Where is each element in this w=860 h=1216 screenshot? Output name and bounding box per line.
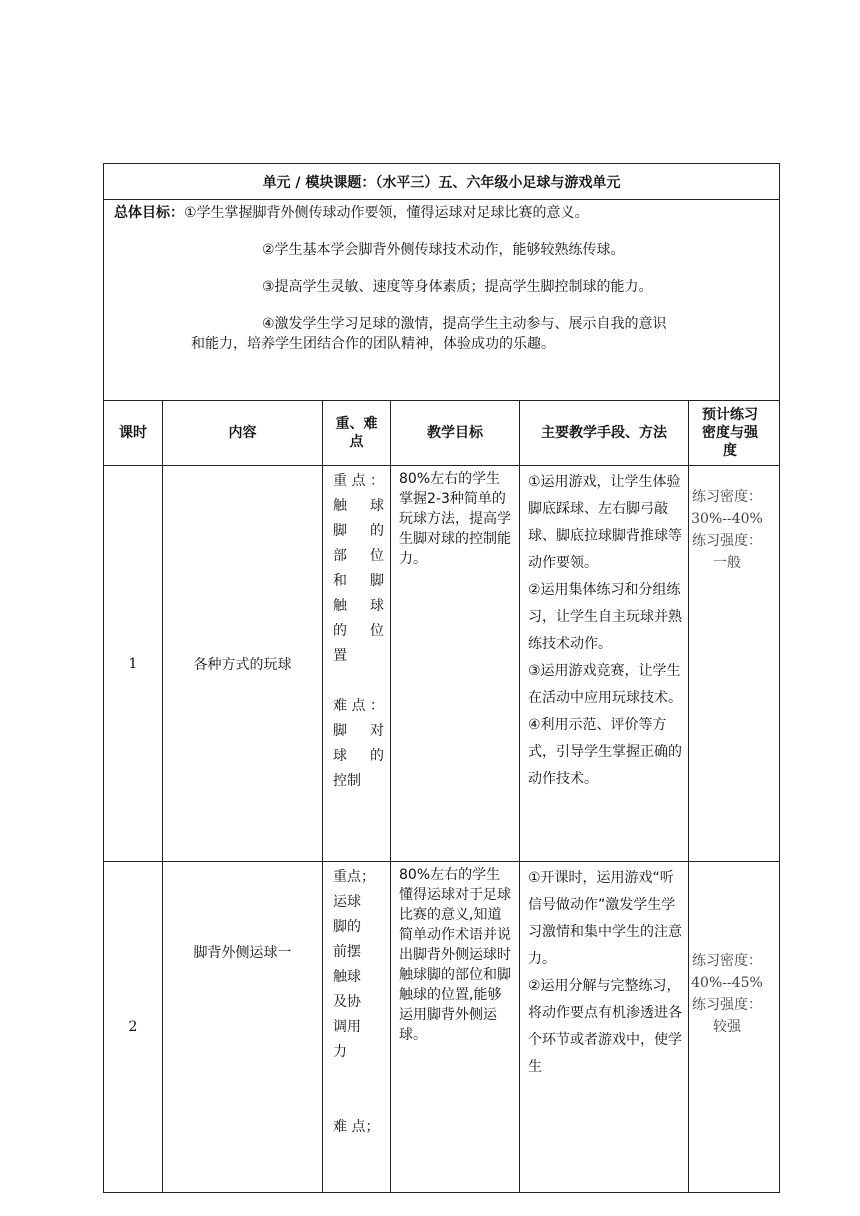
table-row (104, 862, 780, 1193)
header-period: 课时 (104, 401, 163, 466)
header-content: 内容 (163, 401, 323, 466)
goal-item-2: ②学生基本学会脚背外侧传球技术动作，能够较熟练传球。 (262, 242, 625, 258)
methods-cell (520, 862, 689, 1193)
methods-cell (520, 466, 689, 862)
density-cell: 练习密度： 30%--40% 练习强度：一般 (689, 466, 780, 862)
header-keypoints: 重、难点 (323, 401, 391, 466)
header-objective: 教学目标 (391, 401, 520, 466)
method-item: ①开课时，运用游戏“听信号做动作”激发学生学习激情和集中学生的注意力。 (528, 870, 682, 967)
goal-item-1: 总体目标：①学生掌握脚背外侧传球动作要领，懂得运球对足球比赛的意义。 (114, 205, 589, 221)
goal-item-4-continued: 和能力，培养学生团结合作的团队精神，体验成功的乐趣。 (191, 336, 555, 352)
method-item: ④利用示范、评价等方式，引导学生掌握正确的动作技术。 (528, 717, 682, 787)
lesson-plan-table (103, 163, 780, 1193)
method-item: ①运用游戏，让学生体验脚底踩球、左右脚弓敲球、脚底拉球脚背推球等动作要领。 (528, 474, 682, 571)
document-page (103, 163, 765, 1135)
keypoints-cell: 重点； 运球 脚的 前摆 触球 及协 调用 力 难 点； (323, 862, 391, 1193)
objective-cell: 80%左右的学生掌握2-3种简单的玩球方法，提高学生脚对球的控制能力。 (391, 466, 520, 862)
keypoints-cell: 重点： 触 球 脚 的 部 位 和 脚 触 球 的 位 置 难点： 脚 对 球 的 控制 (323, 466, 391, 862)
goals-label: 总体目标： (114, 205, 184, 221)
content-cell: 各种方式的玩球 (163, 466, 323, 862)
content-cell: 脚背外侧运球一 (163, 862, 323, 1193)
method-item: ②运用集体练习和分组练习，让学生自主玩球并熟练技术动作。 (528, 582, 682, 652)
period-cell: 1 (104, 466, 163, 862)
period-cell: 2 (104, 862, 163, 1193)
goal-item-3: ③提高学生灵敏、速度等身体素质；提高学生脚控制球的能力。 (262, 279, 653, 295)
goal-item-4: ④激发学生学习足球的激情，提高学生主动参与、展示自我的意识 (262, 316, 667, 332)
unit-title: 单元 / 模块课题：（水平三）五、六年级小足球与游戏单元 (104, 164, 780, 200)
method-item: ③运用游戏竞赛，让学生在活动中应用玩球技术。 (528, 663, 682, 706)
header-density: 预计练习密度与强度 (689, 401, 780, 466)
objective-cell: 80%左右的学生懂得运球对于足球比赛的意义,知道简单动作术语并说出脚背外侧运球时触球脚的部位和脚触球的位置,能够运用脚背外侧运球。 (391, 862, 520, 1193)
density-cell: 练习密度： 40%--45% 练习强度：较强 (689, 862, 780, 1193)
header-methods: 主要教学手段、方法 (520, 401, 689, 466)
table-row (104, 466, 780, 862)
overall-goals (104, 200, 780, 401)
method-item: ②运用分解与完整练习，将动作要点有机渗透进各个环节或者游戏中，使学生 (528, 978, 682, 1075)
